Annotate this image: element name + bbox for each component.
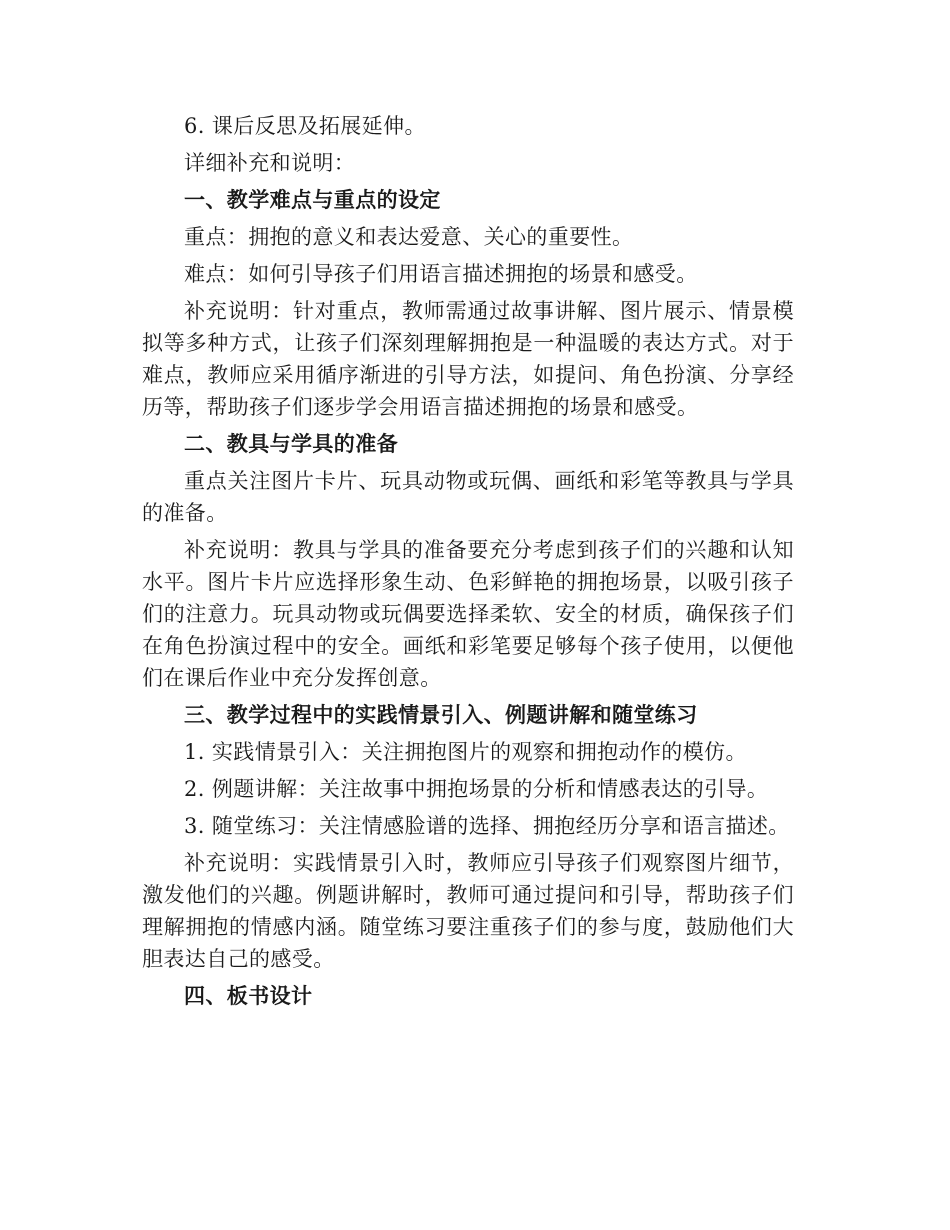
section-2-paragraph-2: 补充说明：教具与学具的准备要充分考虑到孩子们的兴趣和认知水平。图片卡片应选择形象生动、色彩鲜艳的拥抱场景，以吸引孩子们的注意力。玩具动物或玩偶要选择柔软、安全的材质，确保孩子们在角色扮演过程中的安全。画纸和彩笔要足够每个孩子使用，以便他们在课后作业中充分发挥创意。 — [142, 538, 794, 690]
intro-item: 6. 课后反思及拓展延伸。 — [184, 114, 426, 138]
section-1-paragraph-2: 难点：如何引导孩子们用语言描述拥抱的场景和感受。 — [184, 262, 698, 286]
section-heading-2: 二、教具与学具的准备 — [184, 431, 398, 456]
section-1-paragraph-1: 重点：拥抱的意义和表达爱意、关心的重要性。 — [184, 225, 634, 249]
list-item: 1. 实践情景引入：关注拥抱图片的观察和拥抱动作的模仿。 — [184, 740, 747, 764]
section-2-paragraph-1: 重点关注图片卡片、玩具动物或玩偶、画纸和彩笔等教具与学具的准备。 — [142, 469, 794, 525]
section-heading-1: 一、教学难点与重点的设定 — [184, 187, 441, 212]
section-3-list — [142, 736, 794, 842]
section-1-paragraph-3: 补充说明：针对重点，教师需通过故事讲解、图片展示、情景模拟等多种方式，让孩子们深刻理解拥抱是一种温暖的表达方式。对于难点，教师应采用循序渐进的引导方法，如提问、角色扮演、分享经历等，帮助孩子们逐步学会用语言描述拥抱的场景和感受。 — [142, 299, 794, 419]
document-page — [142, 110, 794, 1017]
list-item: 2. 例题讲解：关注故事中拥抱场景的分析和情感表达的引导。 — [184, 777, 769, 801]
list-item: 3. 随堂练习：关注情感脸谱的选择、拥抱经历分享和语言描述。 — [184, 814, 790, 838]
detail-title: 详细补充和说明： — [184, 151, 356, 175]
section-heading-3: 三、教学过程中的实践情景引入、例题讲解和随堂练习 — [184, 702, 698, 727]
section-heading-4: 四、板书设计 — [184, 983, 313, 1008]
section-3-paragraph-1: 补充说明：实践情景引入时，教师应引导孩子们观察图片细节，激发他们的兴趣。例题讲解时，教师可通过提问和引导，帮助孩子们理解拥抱的情感内涵。随堂练习要注重孩子们的参与度，鼓励他们大胆表达自己的感受。 — [142, 851, 794, 971]
